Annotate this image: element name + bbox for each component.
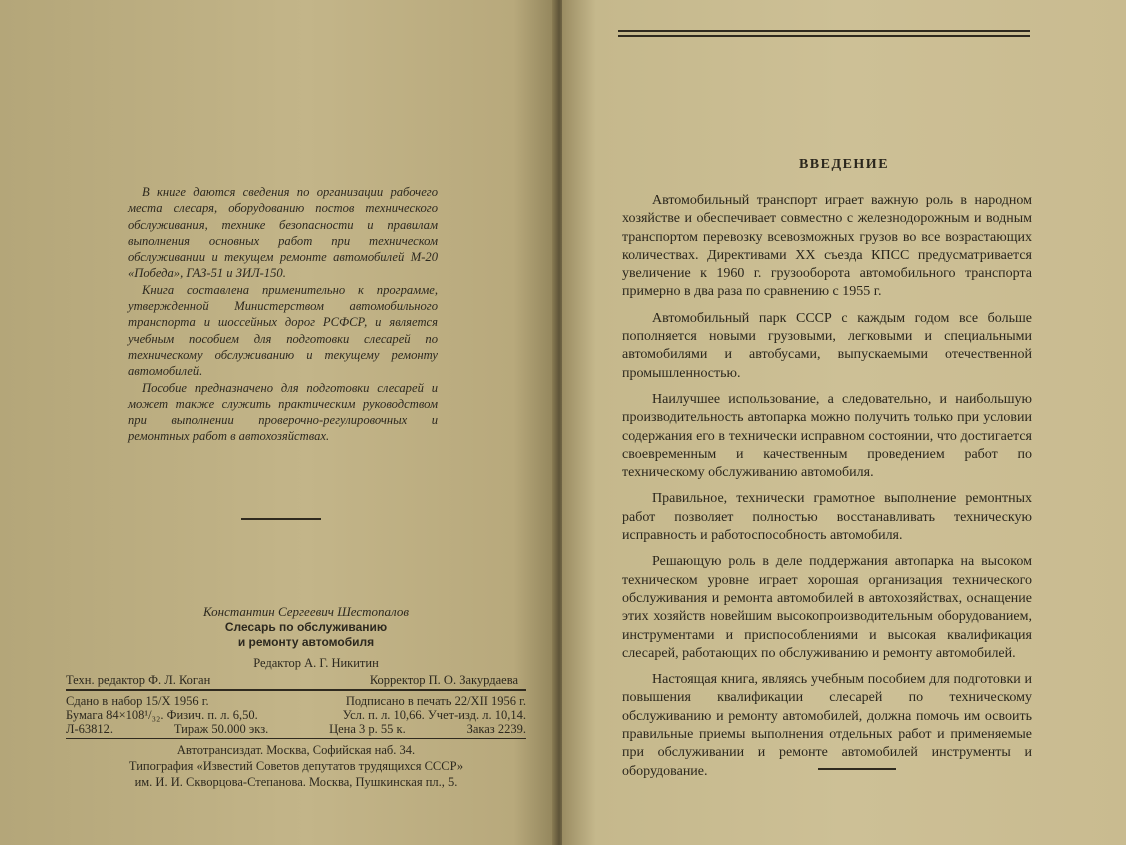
sheet-counts: Усл. п. л. 10,66. Учет-изд. л. 10,14. — [342, 707, 526, 722]
author-name: Константин Сергеевич Шестопалов — [203, 604, 409, 619]
right-page — [562, 0, 1126, 845]
colophon-rule — [66, 689, 526, 691]
annotation-paragraph: В книге даются сведения по организации рабочего места слесаря, оборудованию постов технического обслуживания, технике безопасности и правилам выполнения основных работ при техническом обслуживании и текущем ремонте автомобилей М-20 «Победа», ГАЗ-51 и ЗИЛ-150. — [128, 185, 438, 281]
book-title-line: Слесарь по обслуживанию — [224, 620, 388, 634]
annotation-paragraph: Книга составлена применительно к программе, утвержденной Министерством автомобильного транспорта и шоссейных дорог РСФСР, и является учебным пособием для подготовки слесарей по техническому обслуживанию и текущему ремонту автомобилей. — [128, 282, 438, 379]
price: Цена 3 р. 55 к. — [329, 721, 406, 736]
colophon-rule — [66, 738, 526, 740]
intro-paragraph: Автомобильный парк СССР с каждым годом все больше пополняется новыми грузовыми, легковыми и специальными автомобилями и автобусами, выпускаемыми отечественной промышленностью. — [622, 310, 1032, 381]
introduction-text — [622, 192, 1032, 789]
left-page — [0, 0, 558, 845]
editor-credit: Редактор А. Г. Никитин — [253, 656, 379, 670]
intro-paragraph: Настоящая книга, являясь учебным пособием для подготовки и повышения квалификации слесарей по техническому обслуживанию и ремонту автомобилей, должна помочь им освоить правильные приемы выполнения отдельных работ и применяемые при обслуживании и ремонте автомобилей инструменты и оборудование. — [622, 672, 1032, 779]
credits-row — [66, 673, 526, 687]
proofreader-credit: Корректор П. О. Закурдаева — [369, 673, 518, 687]
colophon — [66, 604, 526, 790]
printer-line: Типография «Известий Советов депутатов трудящихся СССР» — [128, 759, 464, 773]
chapter-heading: ВВЕДЕНИЕ — [798, 157, 890, 172]
tech-editor-credit: Техн. редактор Ф. Л. Коган — [66, 673, 211, 687]
paper-row — [66, 708, 526, 722]
publisher-line: Автотрансиздат. Москва, Софийская наб. 34. — [176, 743, 416, 757]
printer-address: им. И. И. Скворцова-Степанова. Москва, Пушкинская пл., 5. — [134, 775, 458, 789]
intro-paragraph: Автомобильный транспорт играет важную роль в народном хозяйстве и обеспечивает совместно с железнодорожным и водным транспортом перевозку всевозможных грузов во все возрастающих количествах. Директивами XX съезда КПСС предусматривается увеличение к 1960 г. грузооборота автомобильного транспорта примерно в два раза по сравнению с 1955 г. — [622, 193, 1032, 300]
order-number: Заказ 2239. — [466, 721, 526, 736]
annotation-paragraph: Пособие предназначено для подготовки слесарей и может также служить практическим руководством при выполнении проверочно-регулировочных и ремонтных работ в автохозяйствах. — [128, 380, 438, 444]
header-double-rule — [618, 30, 1030, 40]
intro-paragraph: Наилучшее использование, а следовательно, и наибольшую производительность автопарка можно получить только при условии содержания его в технически исправном состоянии, что достигается своевременным и качественным проведением работ по техническому обслуживанию автомобиля. — [622, 391, 1032, 481]
print-run: Тираж 50.000 экз. — [173, 721, 269, 736]
signed-date: Подписано в печать 22/XII 1956 г. — [345, 693, 526, 708]
end-divider — [818, 768, 896, 770]
license-number: Л-63812. — [66, 721, 114, 736]
print-dates-row — [66, 694, 526, 708]
book-title — [86, 620, 526, 650]
divider — [241, 518, 321, 520]
intro-paragraph: Решающую роль в деле поддержания автопарка на высоком техническом уровне играет хорошая организация технического обслуживания и ремонта автомобилей в автохозяйствах, оснащение этих хозяйств новейшим высокопроизводительным оборудованием, инструментами и приспособлениями и высокая квалификация слесарей, работающих по обслуживанию и ремонту автомобилей. — [622, 554, 1032, 661]
edition-row — [66, 722, 526, 736]
typeset-date: Сдано в набор 15/X 1956 г. — [66, 693, 209, 708]
book-title-line: и ремонту автомобиля — [237, 635, 375, 649]
paper-format: Бумага 84×108¹/₃₂. Физич. п. л. 6,50. — [66, 707, 258, 722]
intro-paragraph: Правильное, технически грамотное выполнение ремонтных работ позволяет полностью восстанавливать техническую исправность и работоспособность автомобиля. — [622, 491, 1032, 544]
book-annotation — [128, 184, 438, 445]
